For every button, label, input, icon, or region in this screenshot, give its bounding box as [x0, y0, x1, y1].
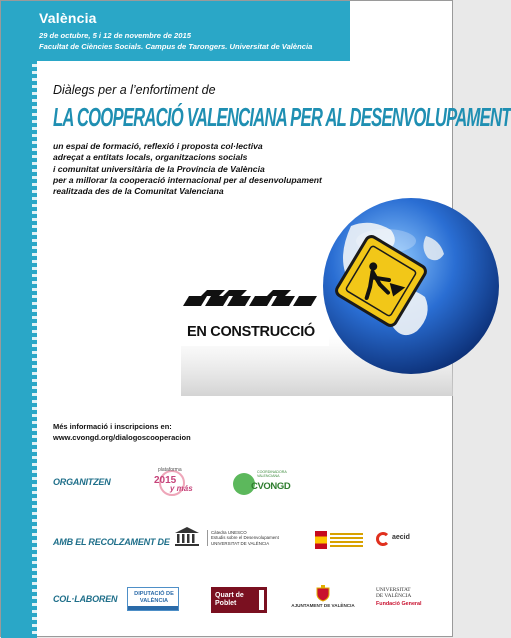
temple-icon [173, 525, 201, 547]
event-venue: Facultat de Ciències Socials. Campus de Tarongers. Universitat de València [39, 42, 313, 51]
quart-name: Quart de Poblet [215, 592, 244, 607]
more-info-url[interactable]: www.cvongd.org/dialogoscooperacion [53, 433, 191, 442]
unesco-logo [173, 525, 201, 553]
aecid-name: aecid [392, 534, 410, 541]
ajuntament-logo [289, 585, 357, 615]
description-line: adreçat a entitats locals, organitzacions socials [53, 152, 248, 163]
cvongd-name: CVONGD [251, 481, 291, 492]
unesco-chair-text: Càtedra UNESCO Estudis sobre el Desenvolupament UNIVERSITAT DE VALÈNCIA [207, 530, 287, 546]
ajuntament-name: AJUNTAMENT DE VALÈNCIA [291, 603, 355, 608]
header-band [1, 1, 350, 61]
more-info-label: Més informació i inscripcions en: [53, 422, 172, 431]
more-info [53, 421, 191, 443]
description-line: i comunitat universitària de la Província de València [53, 163, 265, 174]
aecid-logo [376, 531, 416, 549]
diputacio-name: DIPUTACIÓ DE VALÈNCIA [134, 591, 174, 604]
universitat-name: UNIVERSITAT DE VALÈNCIA [376, 587, 412, 600]
description [53, 141, 322, 197]
quart-logo [211, 587, 267, 613]
organizers-label: ORGANITZEN [53, 477, 111, 487]
crest-icon [316, 585, 330, 601]
quart-stripe [259, 590, 264, 610]
collaborators-label: COL·LABOREN [53, 594, 118, 604]
cvongd-logo [233, 469, 291, 497]
description-line: realitzada des de la Comunitat Valenciana [53, 186, 224, 197]
support-label: AMB EL RECOLZAMENT DE [53, 537, 170, 547]
plataforma-year: 2015 [154, 475, 177, 486]
diputacio-bar [128, 606, 178, 610]
universitat-logo [376, 587, 436, 617]
flag-icon [315, 531, 327, 549]
description-line: un espai de formació, reflexió i proposta col·lectiva [53, 141, 263, 151]
diputacio-logo [127, 587, 179, 611]
event-dates: 29 de octubre, 5 i 12 de novembre de 2015 [39, 31, 191, 40]
aecid-mark-icon [376, 532, 390, 546]
spain-govt-logo [315, 529, 365, 551]
construction-illustration [181, 196, 453, 396]
plataforma-name: plataforma [158, 467, 182, 473]
barricade-stripes [183, 290, 317, 306]
city: València [39, 10, 97, 26]
kicker: Diàlegs per a l’enfortiment de [53, 83, 216, 97]
plataforma-more: y más [170, 484, 193, 493]
govt-bars-icon [330, 533, 363, 547]
description-line: per a millorar la cooperació internacional per al desenvolupament [53, 174, 322, 185]
cvongd-small: COORDINADORA VALENCIANA [257, 470, 287, 478]
stripe-perforation [32, 1, 37, 638]
plataforma-logo [144, 467, 200, 497]
fundacio-name: Fundació General [376, 600, 422, 607]
construction-banner: EN CONSTRUCCIÓ [187, 324, 315, 340]
main-title: LA COOPERACIÓ VALENCIANA PER AL DESENVOLUPAMENT [53, 102, 511, 132]
